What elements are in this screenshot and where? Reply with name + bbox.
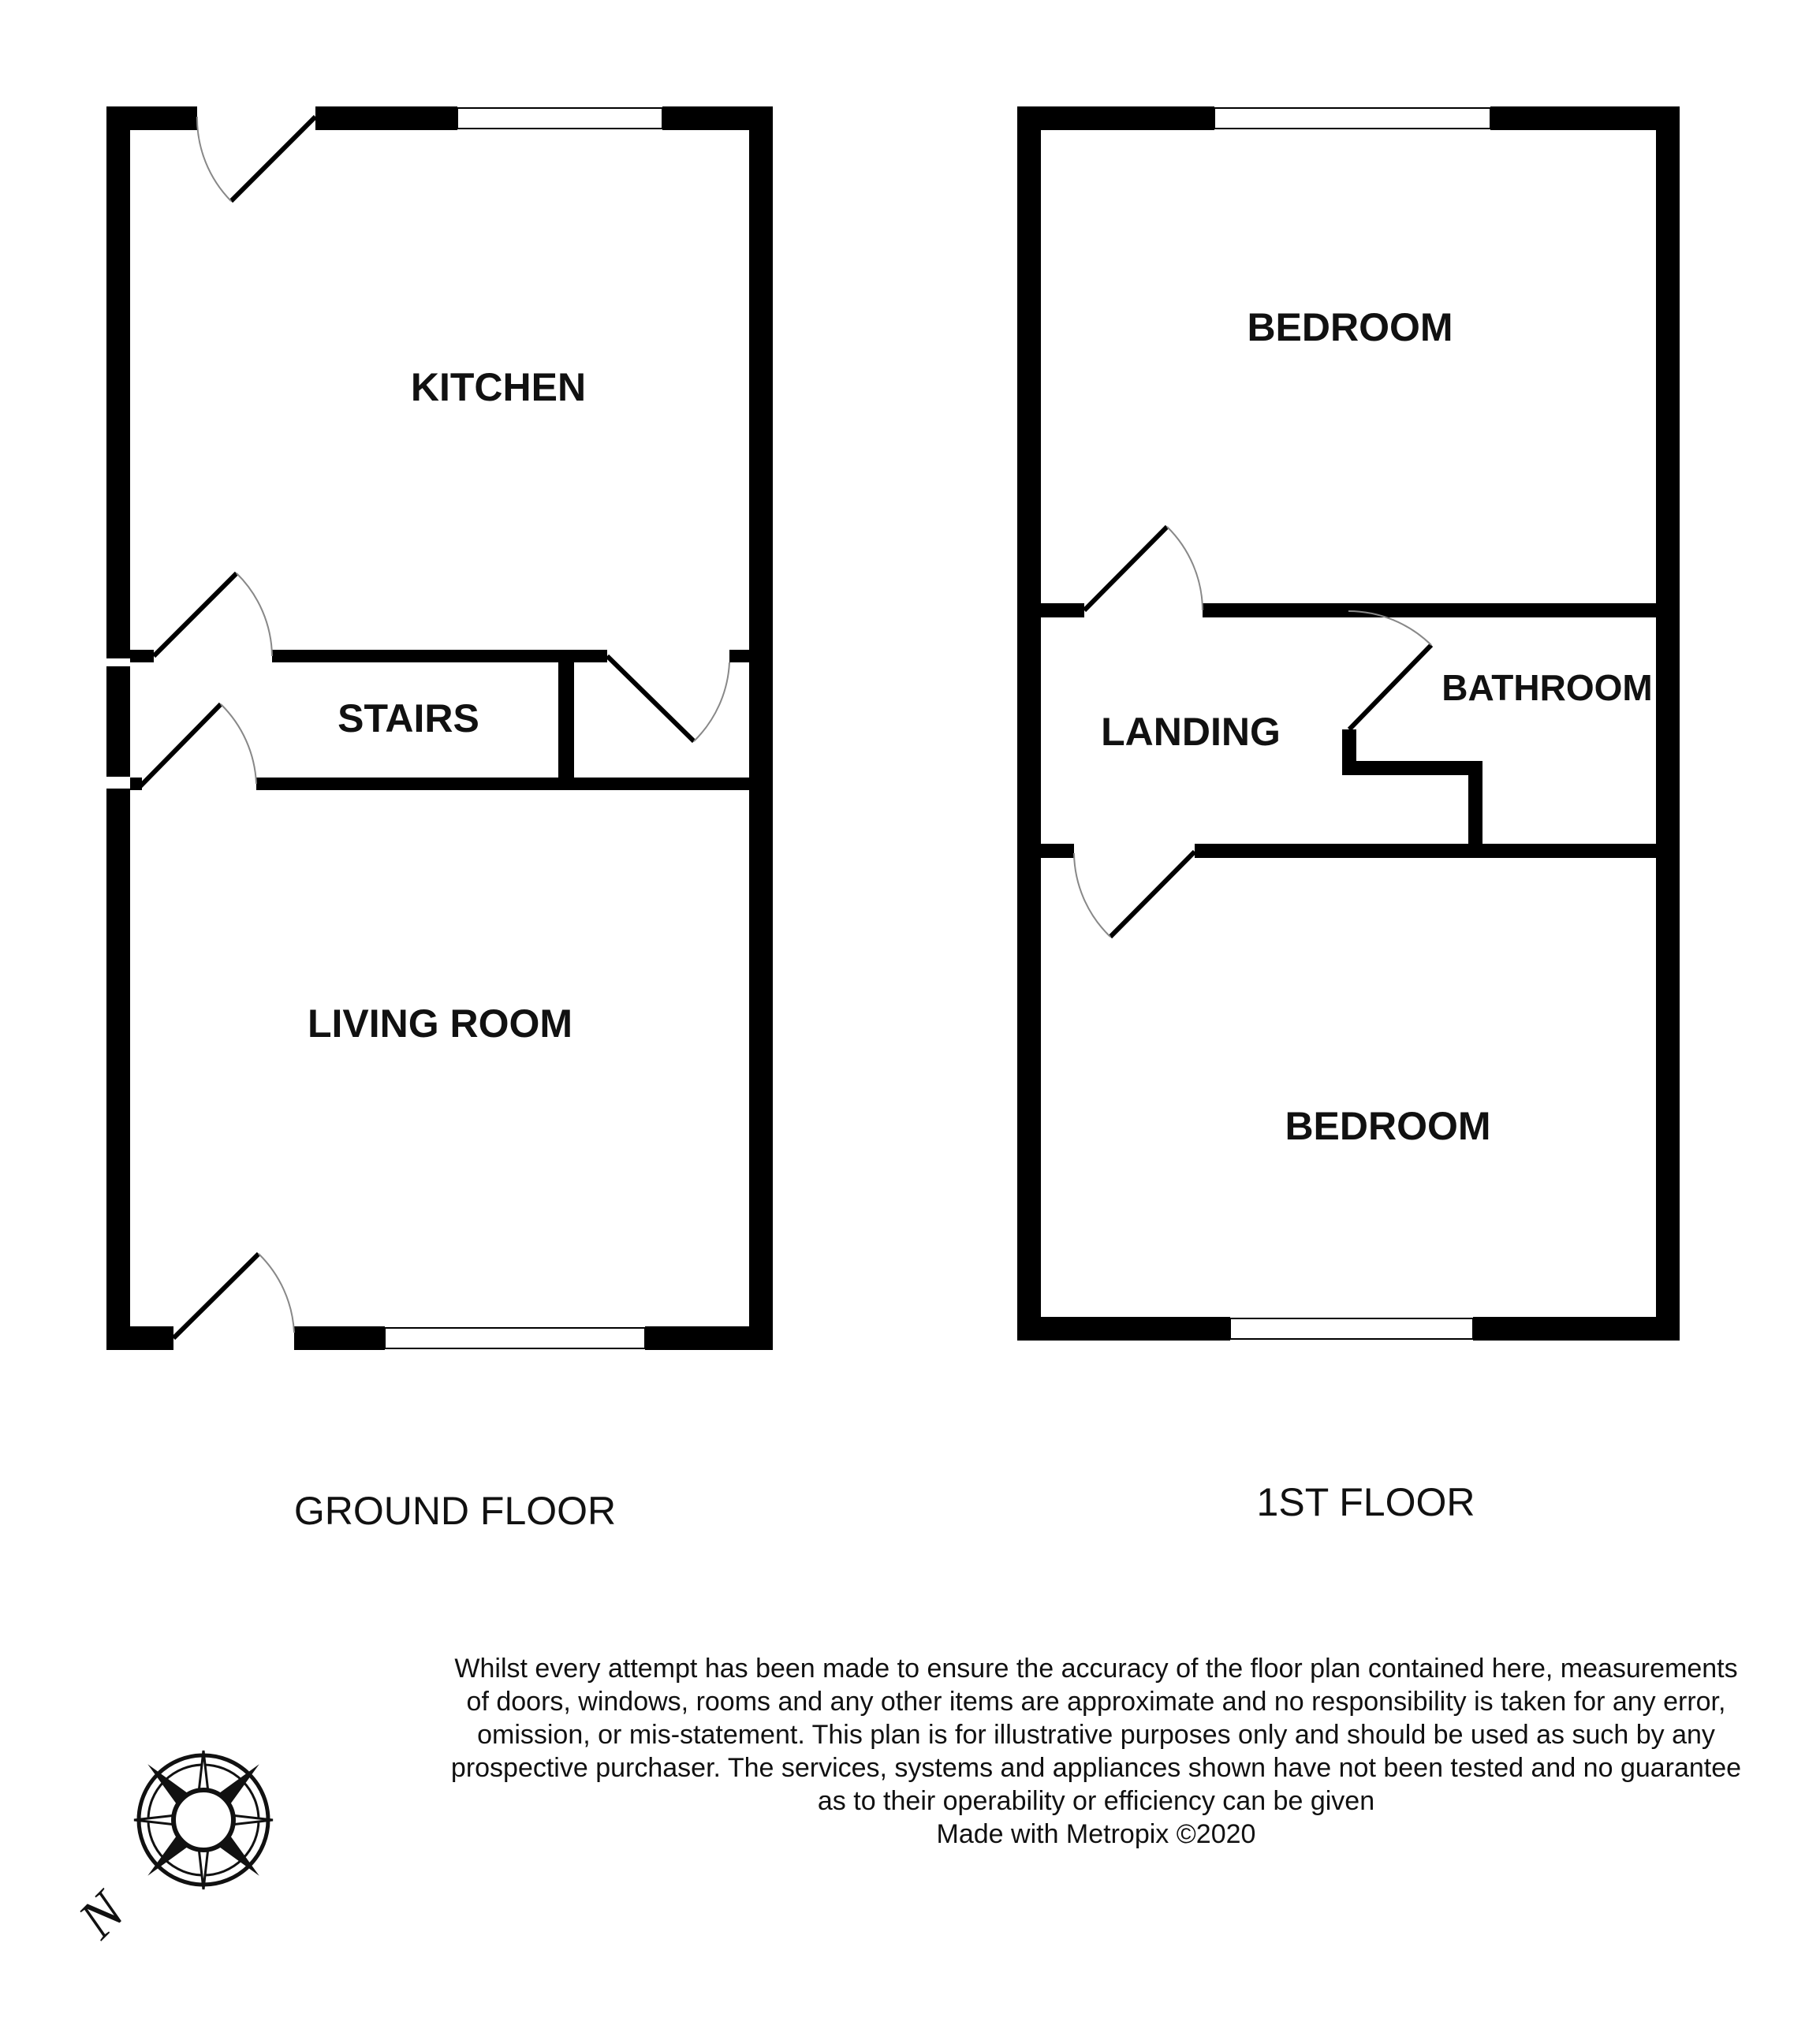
kitchen-back-door — [197, 117, 315, 201]
compass-north-letter: N — [67, 1881, 136, 1950]
front-door — [173, 1254, 294, 1338]
disclaimer-line: prospective purchaser. The services, systems and appliances shown have not been tested and no guarantee — [450, 1753, 1742, 1783]
first-floor-plan — [1017, 106, 1680, 1524]
disclaimer-line: of doors, windows, rooms and any other items are approximate and no responsibility is taken for any error, — [466, 1687, 1726, 1717]
bedroom-bottom-window — [1230, 1318, 1473, 1339]
floor-label-ground: GROUND FLOOR — [293, 1489, 617, 1533]
room-label-bedroom-bottom: BEDROOM — [1285, 1104, 1491, 1148]
disclaimer-line: as to their operability or efficiency can be given — [817, 1786, 1375, 1816]
disclaimer-line: Whilst every attempt has been made to ensure the accuracy of the floor plan contained here, measurements — [454, 1654, 1738, 1684]
ground-floor-plan — [106, 106, 773, 1533]
disclaimer-text — [386, 1652, 1806, 1851]
cupboard-door — [607, 656, 729, 741]
room-label-bathroom: BATHROOM — [1441, 667, 1653, 708]
disclaimer-line: omission, or mis-statement. This plan is for illustrative purposes only and should be used as such by any — [477, 1720, 1715, 1750]
room-label-stairs: STAIRS — [338, 696, 479, 740]
metropix-credit: Made with Metropix ©2020 — [936, 1819, 1256, 1849]
room-label-kitchen: KITCHEN — [410, 365, 587, 409]
living-room-window — [385, 1328, 645, 1348]
floor-label-first: 1ST FLOOR — [1256, 1480, 1475, 1524]
kitchen-to-hall-door — [154, 573, 272, 656]
bedroom-top-door — [1084, 527, 1203, 610]
room-label-landing: LANDING — [1101, 710, 1281, 754]
room-label-living-room: LIVING ROOM — [307, 1001, 573, 1046]
bathroom-door — [1348, 611, 1431, 729]
living-room-door — [138, 704, 256, 789]
kitchen-window — [457, 108, 662, 129]
bedroom-bottom-door — [1074, 852, 1195, 937]
room-label-bedroom-top: BEDROOM — [1247, 305, 1453, 349]
bedroom-top-window — [1214, 108, 1490, 129]
